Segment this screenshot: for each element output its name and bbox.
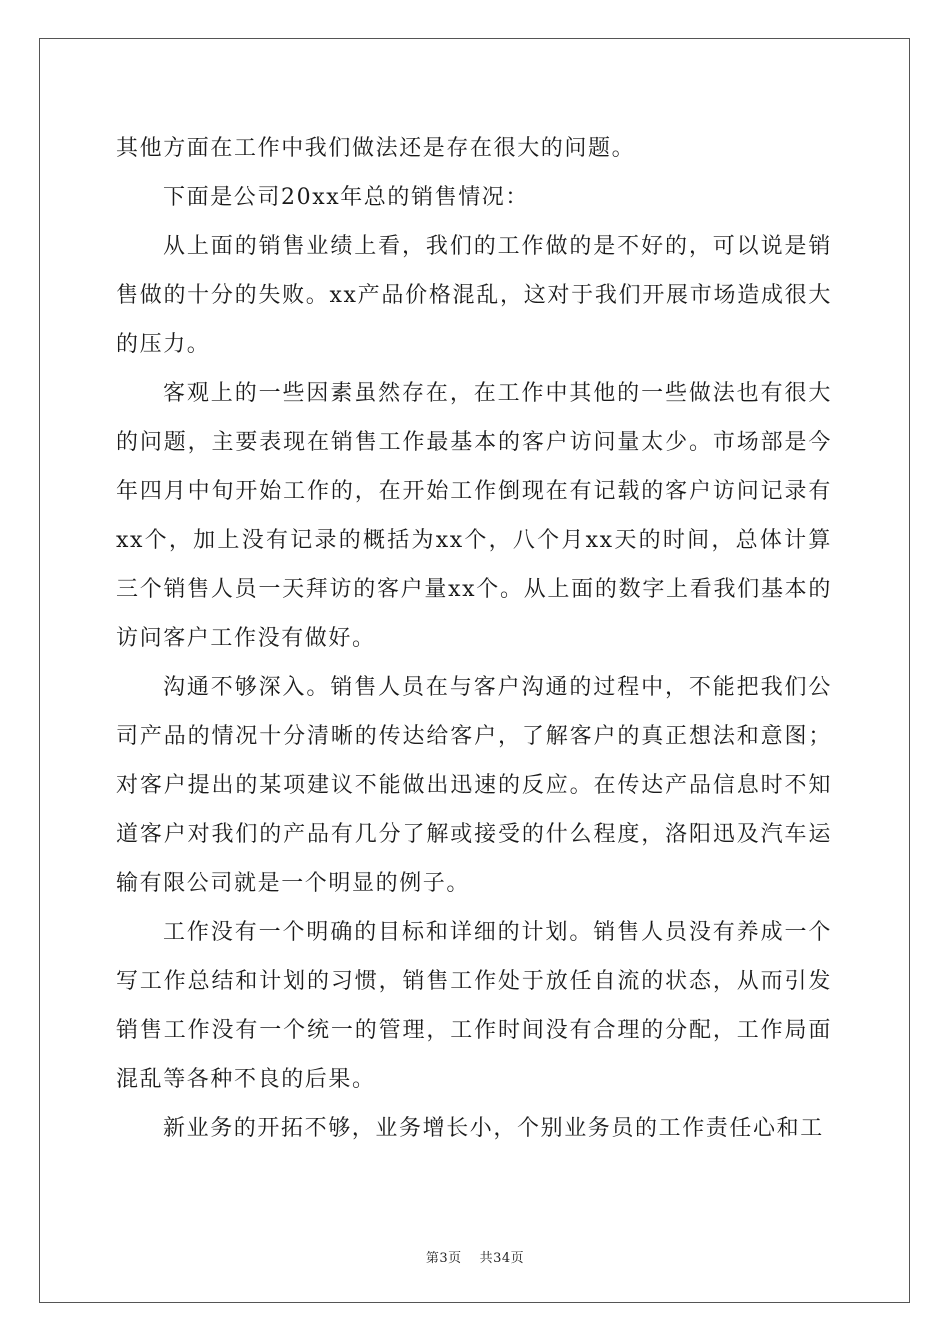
paragraph-5: 沟通不够深入。销售人员在与客户沟通的过程中，不能把我们公司产品的情况十分清晰的传达给客户，了解客户的真正想法和意图；对客户提出的某项建议不能做出迅速的反应。在传达产品信息时不知道客户对我们的产品有几分了解或接受的什么程度，洛阳迅及汽车运输有限公司就是一个明显的例子。 [116,675,832,896]
paragraph-3: 从上面的销售业绩上看，我们的工作做的是不好的，可以说是销售做的十分的失败。xx产品价格混乱，这对于我们开展市场造成很大的压力。 [116,234,832,357]
page-total: 共34页 [479,1251,525,1266]
paragraph-1: 其他方面在工作中我们做法还是存在很大的问题。 [116,136,636,161]
paragraph-7: 新业务的开拓不够，业务增长小，个别业务员的工作责任心和工 [163,1116,824,1141]
paragraph-4: 客观上的一些因素虽然存在，在工作中其他的一些做法也有很大的问题，主要表现在销售工作最基本的客户访问量太少。市场部是今年四月中旬开始工作的，在开始工作倒现在有记载的客户访问记录有xx个，加上没有记录的概括为xx个，八个月xx天的时间，总体计算三个销售人员一天拜访的客户量xx个。从上面的数字上看我们基本的访问客户工作没有做好。 [116,381,832,651]
paragraph-2: 下面是公司20xx年总的销售情况： [163,185,530,210]
document-body [116,124,832,1153]
paragraph-6: 工作没有一个明确的目标和详细的计划。销售人员没有养成一个写工作总结和计划的习惯，销售工作处于放任自流的状态，从而引发销售工作没有一个统一的管理，工作时间没有合理的分配，工作局面混乱等各种不良的后果。 [116,920,832,1092]
page-number: 第3页 [425,1251,462,1266]
page-footer [0,1247,950,1266]
